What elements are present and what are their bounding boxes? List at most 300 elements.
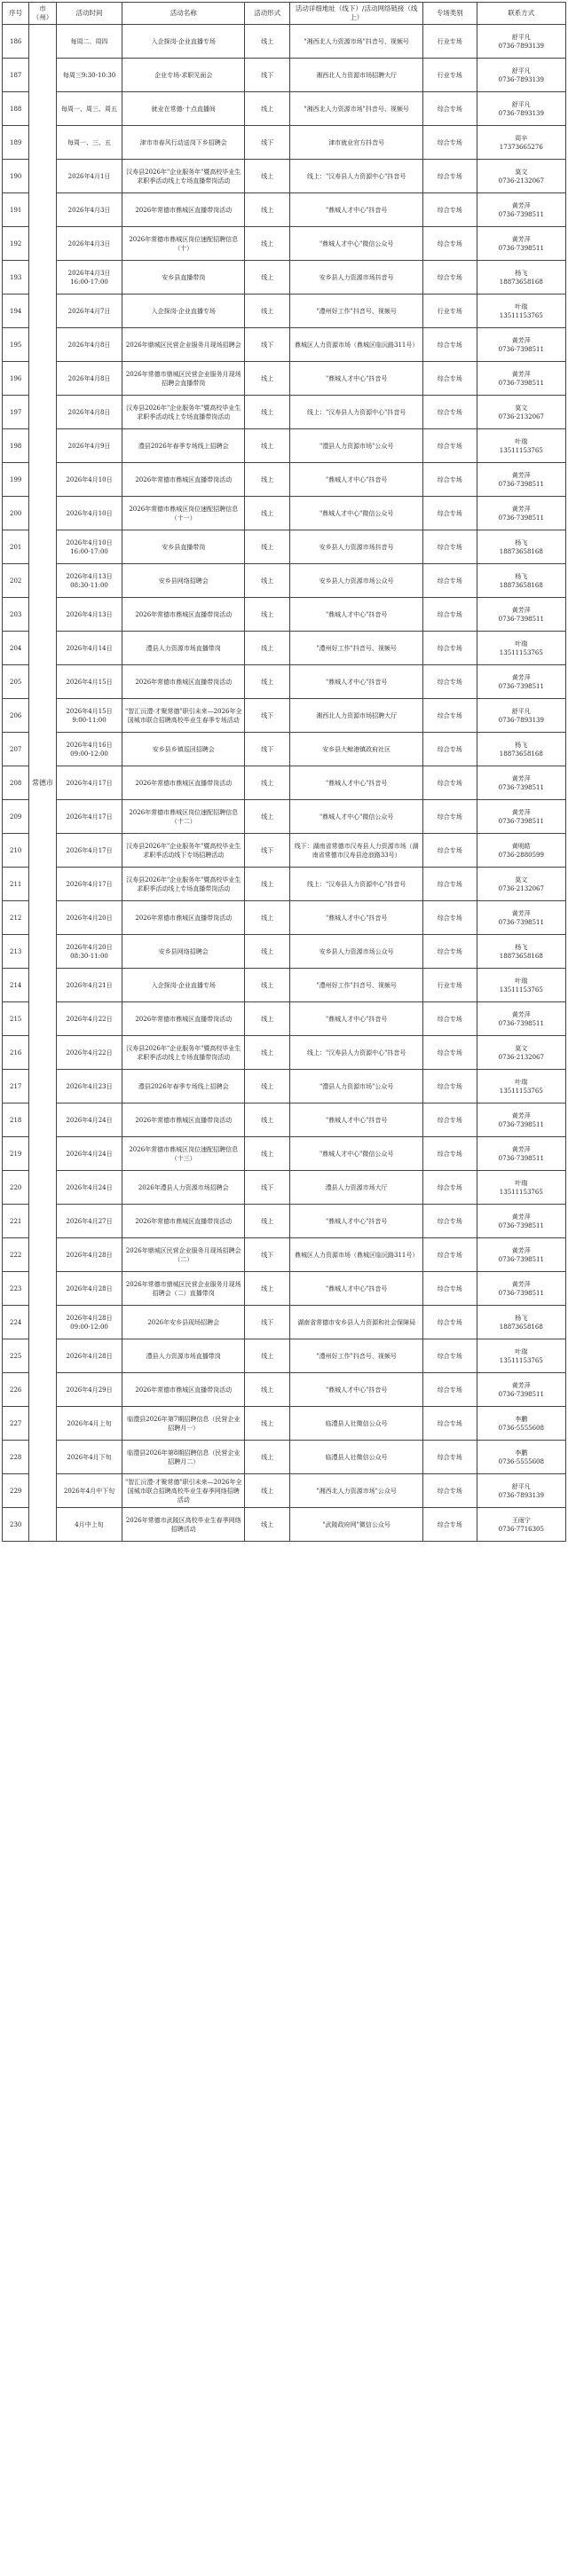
place-cell: 线下：湖南省常德市汉寿县人力资源市场（湖南省常德市汉寿县沧浪路33号） bbox=[290, 834, 422, 868]
seq-cell: 217 bbox=[3, 1070, 29, 1103]
table-row bbox=[3, 328, 566, 362]
seq-cell: 189 bbox=[3, 126, 29, 160]
date-cell: 2026年4月17日 bbox=[56, 868, 122, 901]
name-cell: 入企探岗·企业直播专场 bbox=[122, 295, 245, 328]
table-row bbox=[3, 1508, 566, 1542]
date-cell: 每周一、三、五 bbox=[56, 126, 122, 160]
date-cell: 2026年4月10日 bbox=[56, 463, 122, 497]
form-cell: 线上 bbox=[245, 396, 290, 429]
name-cell: 汉寿县2026年"企业服务年"暨高校毕业生求职季活动线上专场直播带岗活动 bbox=[122, 1036, 245, 1070]
table-row bbox=[3, 800, 566, 834]
form-cell: 线上 bbox=[245, 530, 290, 564]
place-cell: "鼎城人才中心"微信公众号 bbox=[290, 227, 422, 261]
type-cell: 综合专场 bbox=[422, 1407, 477, 1441]
form-cell: 线上 bbox=[245, 1508, 290, 1542]
form-cell: 线上 bbox=[245, 160, 290, 193]
table-row bbox=[3, 935, 566, 969]
date-cell: 2026年4月中下旬 bbox=[56, 1474, 122, 1508]
date-cell: 2026年4月21日 bbox=[56, 969, 122, 1002]
date-cell: 2026年4月3日 bbox=[56, 193, 122, 227]
form-cell: 线上 bbox=[245, 295, 290, 328]
table-row bbox=[3, 1474, 566, 1508]
form-cell: 线上 bbox=[245, 969, 290, 1002]
type-cell: 综合专场 bbox=[422, 1103, 477, 1137]
schedule-table-container bbox=[2, 2, 566, 1542]
place-cell: "鼎城人才中心"抖音号 bbox=[290, 1002, 422, 1036]
header-place: 活动详细地址（线下）/活动网络链接（线上） bbox=[290, 3, 422, 25]
seq-cell: 196 bbox=[3, 362, 29, 396]
contact-cell: 黄芳萍 0736-7398511 bbox=[477, 1205, 565, 1238]
name-cell: 2026年常德市武陵区高校毕业生春季网络招聘活动 bbox=[122, 1508, 245, 1542]
place-cell: "湘西北人力资源市场"抖音号、视频号 bbox=[290, 92, 422, 126]
name-cell: 安乡县网络招聘会 bbox=[122, 935, 245, 969]
place-cell: 线上："汉寿县人力资源中心"抖音号 bbox=[290, 1036, 422, 1070]
form-cell: 线下 bbox=[245, 1171, 290, 1205]
place-cell: 澧县人力资源市场大厅 bbox=[290, 1171, 422, 1205]
form-cell: 线上 bbox=[245, 429, 290, 463]
date-cell: 每周一、周三、周五 bbox=[56, 92, 122, 126]
name-cell: 就业在常德·十点直播间 bbox=[122, 92, 245, 126]
type-cell: 行业专场 bbox=[422, 969, 477, 1002]
form-cell: 线上 bbox=[245, 1137, 290, 1171]
place-cell: "鼎城人才中心"抖音号 bbox=[290, 598, 422, 632]
place-cell: "澧县人力资源市场"公众号 bbox=[290, 1070, 422, 1103]
name-cell: "智汇沅澧·才聚常德"职引未来—2026年全国城市联合招聘高校毕业生春季专场活动 bbox=[122, 699, 245, 733]
contact-cell: 莫文 0736-2132067 bbox=[477, 396, 565, 429]
seq-cell: 200 bbox=[3, 497, 29, 530]
place-cell: 安乡县人力资源市场抖音号 bbox=[290, 261, 422, 295]
date-cell: 2026年4月15日 9:00-11:00 bbox=[56, 699, 122, 733]
contact-cell: 叶瑞 13511153765 bbox=[477, 429, 565, 463]
place-cell: "鼎城人才中心"抖音号 bbox=[290, 665, 422, 699]
place-cell: "澧州好工作"抖音号、视频号 bbox=[290, 1339, 422, 1373]
table-row bbox=[3, 362, 566, 396]
seq-cell: 197 bbox=[3, 396, 29, 429]
seq-cell: 202 bbox=[3, 564, 29, 598]
date-cell: 2026年4月24日 bbox=[56, 1171, 122, 1205]
name-cell: 临澧县2026年第7期招聘信息（民营企业招聘月一） bbox=[122, 1407, 245, 1441]
form-cell: 线上 bbox=[245, 92, 290, 126]
seq-cell: 192 bbox=[3, 227, 29, 261]
form-cell: 线上 bbox=[245, 1002, 290, 1036]
form-cell: 线上 bbox=[245, 901, 290, 935]
name-cell: 2026年常德市鼎城区岗位速配招聘信息（十一） bbox=[122, 497, 245, 530]
seq-cell: 205 bbox=[3, 665, 29, 699]
type-cell: 综合专场 bbox=[422, 598, 477, 632]
header-type: 专场类别 bbox=[422, 3, 477, 25]
name-cell: 2026年常德市鼎城区民营企业服务月现场招聘会（二）直播带岗 bbox=[122, 1272, 245, 1306]
date-cell: 2026年4月28日 bbox=[56, 1272, 122, 1306]
place-cell: 线上："汉寿县人力资源中心"抖音号 bbox=[290, 396, 422, 429]
type-cell: 综合专场 bbox=[422, 1373, 477, 1407]
contact-cell: 黄芳萍 0736-7398511 bbox=[477, 1103, 565, 1137]
contact-cell: 黄芳萍 0736-7398511 bbox=[477, 227, 565, 261]
name-cell: 临澧县2026年第8期招聘信息（民营企业招聘月二） bbox=[122, 1441, 245, 1474]
contact-cell: 黄芳萍 0736-7398511 bbox=[477, 800, 565, 834]
seq-cell: 188 bbox=[3, 92, 29, 126]
table-row bbox=[3, 261, 566, 295]
seq-cell: 211 bbox=[3, 868, 29, 901]
form-cell: 线下 bbox=[245, 1238, 290, 1272]
seq-cell: 225 bbox=[3, 1339, 29, 1373]
contact-cell: 李鹏 0736-5555608 bbox=[477, 1441, 565, 1474]
date-cell: 2026年4月14日 bbox=[56, 632, 122, 665]
seq-cell: 187 bbox=[3, 59, 29, 92]
name-cell: 澧县人力资源市场直播带岗 bbox=[122, 1339, 245, 1373]
table-row bbox=[3, 1306, 566, 1339]
name-cell: 2026年常德市鼎城区直播带岗活动 bbox=[122, 463, 245, 497]
type-cell: 综合专场 bbox=[422, 1272, 477, 1306]
type-cell: 综合专场 bbox=[422, 497, 477, 530]
date-cell: 2026年4月24日 bbox=[56, 1103, 122, 1137]
table-row bbox=[3, 227, 566, 261]
name-cell: "智汇沅澧·才聚常德"职引未来—2026年全国城市联合招聘高校毕业生春季网络招聘活动 bbox=[122, 1474, 245, 1508]
contact-cell: 黄芳萍 0736-7398511 bbox=[477, 1137, 565, 1171]
type-cell: 综合专场 bbox=[422, 800, 477, 834]
place-cell: "鼎城人才中心"微信公众号 bbox=[290, 1137, 422, 1171]
place-cell: "鼎城人才中心"微信公众号 bbox=[290, 800, 422, 834]
contact-cell: 黄芳萍 0736-7398511 bbox=[477, 193, 565, 227]
date-cell: 2026年4月10日 16:00-17:00 bbox=[56, 530, 122, 564]
form-cell: 线下 bbox=[245, 59, 290, 92]
place-cell: 鼎城区人力资源市场（鼎城区临沅路311号） bbox=[290, 328, 422, 362]
place-cell: 湘西北人力资源市场招聘大厅 bbox=[290, 59, 422, 92]
seq-cell: 221 bbox=[3, 1205, 29, 1238]
header-row bbox=[3, 3, 566, 25]
date-cell: 2026年4月3日 16:00-17:00 bbox=[56, 261, 122, 295]
table-row bbox=[3, 766, 566, 800]
contact-cell: 黄芳萍 0736-7398511 bbox=[477, 901, 565, 935]
date-cell: 2026年4月23日 bbox=[56, 1070, 122, 1103]
form-cell: 线下 bbox=[245, 1306, 290, 1339]
table-row bbox=[3, 733, 566, 766]
type-cell: 行业专场 bbox=[422, 25, 477, 59]
table-row bbox=[3, 1002, 566, 1036]
form-cell: 线上 bbox=[245, 1339, 290, 1373]
contact-cell: 黄芳萍 0736-7398511 bbox=[477, 1238, 565, 1272]
table-row bbox=[3, 564, 566, 598]
header-name: 活动名称 bbox=[122, 3, 245, 25]
type-cell: 综合专场 bbox=[422, 92, 477, 126]
seq-cell: 199 bbox=[3, 463, 29, 497]
date-cell: 2026年4月10日 bbox=[56, 497, 122, 530]
seq-cell: 222 bbox=[3, 1238, 29, 1272]
seq-cell: 214 bbox=[3, 969, 29, 1002]
place-cell: "澧州好工作"抖音号、视频号 bbox=[290, 632, 422, 665]
table-row bbox=[3, 126, 566, 160]
contact-cell: 黄芳萍 0736-7398511 bbox=[477, 665, 565, 699]
contact-cell: 舒平凡 0736-7893139 bbox=[477, 92, 565, 126]
contact-cell: 杨飞 18873658168 bbox=[477, 733, 565, 766]
name-cell: 2026年安乡县现场招聘会 bbox=[122, 1306, 245, 1339]
form-cell: 线上 bbox=[245, 497, 290, 530]
contact-cell: 杨飞 18873658168 bbox=[477, 564, 565, 598]
type-cell: 行业专场 bbox=[422, 295, 477, 328]
type-cell: 综合专场 bbox=[422, 1441, 477, 1474]
contact-cell: 黄芳萍 0736-7398511 bbox=[477, 497, 565, 530]
form-cell: 线下 bbox=[245, 834, 290, 868]
seq-cell: 228 bbox=[3, 1441, 29, 1474]
name-cell: 津市市春风行动送岗下乡招聘会 bbox=[122, 126, 245, 160]
contact-cell: 黄芳萍 0736-7398511 bbox=[477, 1373, 565, 1407]
table-row bbox=[3, 193, 566, 227]
seq-cell: 218 bbox=[3, 1103, 29, 1137]
form-cell: 线上 bbox=[245, 1103, 290, 1137]
table-row bbox=[3, 1339, 566, 1373]
name-cell: 汉寿县2026年"企业服务年"暨高校毕业生求职季活动线上专场直播带岗活动 bbox=[122, 868, 245, 901]
place-cell: "澧县人力资源市场"公众号 bbox=[290, 429, 422, 463]
seq-cell: 207 bbox=[3, 733, 29, 766]
date-cell: 2026年4月28日 09:00-12:00 bbox=[56, 1306, 122, 1339]
header-seq: 序号 bbox=[3, 3, 29, 25]
date-cell: 2026年4月7日 bbox=[56, 295, 122, 328]
table-row bbox=[3, 1036, 566, 1070]
form-cell: 线下 bbox=[245, 733, 290, 766]
place-cell: 湖南省常德市安乡县人力资源和社会保障局 bbox=[290, 1306, 422, 1339]
seq-cell: 220 bbox=[3, 1171, 29, 1205]
name-cell: 2026年常德市鼎城区岗位速配招聘信息（十三） bbox=[122, 1137, 245, 1171]
type-cell: 综合专场 bbox=[422, 935, 477, 969]
contact-cell: 李鹏 0736-5555608 bbox=[477, 1407, 565, 1441]
form-cell: 线上 bbox=[245, 25, 290, 59]
name-cell: 安乡县直播带岗 bbox=[122, 530, 245, 564]
place-cell: 安乡县人力资源市场公众号 bbox=[290, 935, 422, 969]
type-cell: 综合专场 bbox=[422, 1036, 477, 1070]
type-cell: 综合专场 bbox=[422, 396, 477, 429]
date-cell: 2026年4月17日 bbox=[56, 766, 122, 800]
form-cell: 线上 bbox=[245, 868, 290, 901]
seq-cell: 203 bbox=[3, 598, 29, 632]
contact-cell: 叶瑞 13511153765 bbox=[477, 295, 565, 328]
type-cell: 综合专场 bbox=[422, 126, 477, 160]
seq-cell: 210 bbox=[3, 834, 29, 868]
type-cell: 综合专场 bbox=[422, 160, 477, 193]
place-cell: 安乡县人力资源市场抖音号 bbox=[290, 530, 422, 564]
name-cell: 澧县2026年春季专场线上招聘会 bbox=[122, 1070, 245, 1103]
contact-cell: 莫文 0736-2132067 bbox=[477, 868, 565, 901]
header-form: 活动形式 bbox=[245, 3, 290, 25]
date-cell: 2026年4月8日 bbox=[56, 328, 122, 362]
table-row bbox=[3, 1205, 566, 1238]
type-cell: 综合专场 bbox=[422, 733, 477, 766]
form-cell: 线上 bbox=[245, 935, 290, 969]
name-cell: 入企探岗·企业直播专场 bbox=[122, 969, 245, 1002]
contact-cell: 舒平凡 0736-7893139 bbox=[477, 59, 565, 92]
place-cell: 安乡县人力资源市场公众号 bbox=[290, 564, 422, 598]
table-row bbox=[3, 463, 566, 497]
form-cell: 线上 bbox=[245, 1474, 290, 1508]
name-cell: 2026年常德市鼎城区岗位速配招聘信息（十） bbox=[122, 227, 245, 261]
seq-cell: 190 bbox=[3, 160, 29, 193]
seq-cell: 206 bbox=[3, 699, 29, 733]
date-cell: 2026年4月1日 bbox=[56, 160, 122, 193]
form-cell: 线上 bbox=[245, 261, 290, 295]
form-cell: 线上 bbox=[245, 1036, 290, 1070]
type-cell: 综合专场 bbox=[422, 227, 477, 261]
form-cell: 线上 bbox=[245, 1070, 290, 1103]
type-cell: 综合专场 bbox=[422, 1171, 477, 1205]
name-cell: 企业专场·求职见面会 bbox=[122, 59, 245, 92]
type-cell: 综合专场 bbox=[422, 834, 477, 868]
date-cell: 2026年4月20日 08:30-11:00 bbox=[56, 935, 122, 969]
name-cell: 2026年常德市鼎城区直播带岗活动 bbox=[122, 665, 245, 699]
date-cell: 2026年4月16日 09:00-12:00 bbox=[56, 733, 122, 766]
form-cell: 线上 bbox=[245, 564, 290, 598]
date-cell: 2026年4月22日 bbox=[56, 1002, 122, 1036]
form-cell: 线下 bbox=[245, 328, 290, 362]
header-contact: 联系方式 bbox=[477, 3, 565, 25]
contact-cell: 叶瑞 13511153765 bbox=[477, 969, 565, 1002]
form-cell: 线上 bbox=[245, 766, 290, 800]
name-cell: 2026年常德市鼎城区民营企业服务月现场招聘会直播带岗 bbox=[122, 362, 245, 396]
seq-cell: 227 bbox=[3, 1407, 29, 1441]
name-cell: 入企探岗·企业直播专场 bbox=[122, 25, 245, 59]
type-cell: 综合专场 bbox=[422, 1238, 477, 1272]
name-cell: 2026年常德市鼎城区直播带岗活动 bbox=[122, 1205, 245, 1238]
place-cell: 线上："汉寿县人力资源中心"抖音号 bbox=[290, 868, 422, 901]
name-cell: 2026年常德市鼎城区直播带岗活动 bbox=[122, 1373, 245, 1407]
contact-cell: 叶瑞 13511153765 bbox=[477, 1070, 565, 1103]
type-cell: 综合专场 bbox=[422, 1339, 477, 1373]
header-city: 市（州） bbox=[29, 3, 56, 25]
type-cell: 综合专场 bbox=[422, 665, 477, 699]
form-cell: 线上 bbox=[245, 1441, 290, 1474]
name-cell: 2026年鼎城区民营企业服务月现场招聘会 bbox=[122, 328, 245, 362]
place-cell: "鼎城人才中心"抖音号 bbox=[290, 766, 422, 800]
place-cell: 湘西北人力资源市场招聘大厅 bbox=[290, 699, 422, 733]
form-cell: 线上 bbox=[245, 665, 290, 699]
place-cell: 安乡县大鲸港镇政府社区 bbox=[290, 733, 422, 766]
table-row bbox=[3, 295, 566, 328]
type-cell: 综合专场 bbox=[422, 1474, 477, 1508]
form-cell: 线上 bbox=[245, 193, 290, 227]
place-cell: "鼎城人才中心"抖音号 bbox=[290, 1205, 422, 1238]
type-cell: 综合专场 bbox=[422, 193, 477, 227]
contact-cell: 周辛 17373665276 bbox=[477, 126, 565, 160]
date-cell: 2026年4月下旬 bbox=[56, 1441, 122, 1474]
contact-cell: 杨飞 18873658168 bbox=[477, 261, 565, 295]
type-cell: 综合专场 bbox=[422, 463, 477, 497]
contact-cell: 黄芳萍 0736-7398511 bbox=[477, 1272, 565, 1306]
seq-cell: 209 bbox=[3, 800, 29, 834]
place-cell: "鼎城人才中心"抖音号 bbox=[290, 1103, 422, 1137]
name-cell: 2026年常德市鼎城区直播带岗活动 bbox=[122, 193, 245, 227]
contact-cell: 舒平凡 0736-7893139 bbox=[477, 25, 565, 59]
type-cell: 综合专场 bbox=[422, 1137, 477, 1171]
type-cell: 综合专场 bbox=[422, 1070, 477, 1103]
place-cell: "湘西北人力资源市场"公众号 bbox=[290, 1474, 422, 1508]
place-cell: "鼎城人才中心"抖音号 bbox=[290, 463, 422, 497]
place-cell: "鼎城人才中心"微信公众号 bbox=[290, 497, 422, 530]
name-cell: 2026年常德市鼎城区直播带岗活动 bbox=[122, 901, 245, 935]
name-cell: 安乡县网络招聘会 bbox=[122, 564, 245, 598]
table-row bbox=[3, 665, 566, 699]
type-cell: 综合专场 bbox=[422, 530, 477, 564]
place-cell: "澧州好工作"抖音号、视频号 bbox=[290, 969, 422, 1002]
seq-cell: 223 bbox=[3, 1272, 29, 1306]
contact-cell: 黄芳萍 0736-7398511 bbox=[477, 766, 565, 800]
contact-cell: 舒平凡 0736-7893139 bbox=[477, 1474, 565, 1508]
table-row bbox=[3, 969, 566, 1002]
date-cell: 2026年4月17日 bbox=[56, 834, 122, 868]
contact-cell: 叶瑞 13511153765 bbox=[477, 1339, 565, 1373]
contact-cell: 杨飞 18873658168 bbox=[477, 1306, 565, 1339]
seq-cell: 226 bbox=[3, 1373, 29, 1407]
date-cell: 2026年4月28日 bbox=[56, 1238, 122, 1272]
contact-cell: 杨飞 18873658168 bbox=[477, 935, 565, 969]
name-cell: 汉寿县2026年"企业服务年"暨高校毕业生求职季活动线下专场招聘活动 bbox=[122, 834, 245, 868]
table-row bbox=[3, 1137, 566, 1171]
type-cell: 综合专场 bbox=[422, 632, 477, 665]
seq-cell: 208 bbox=[3, 766, 29, 800]
table-row bbox=[3, 429, 566, 463]
form-cell: 线上 bbox=[245, 1272, 290, 1306]
name-cell: 2026年常德市鼎城区直播带岗活动 bbox=[122, 1103, 245, 1137]
table-row bbox=[3, 699, 566, 733]
place-cell: "鼎城人才中心"抖音号 bbox=[290, 362, 422, 396]
name-cell: 2026年常德市鼎城区直播带岗活动 bbox=[122, 598, 245, 632]
table-row bbox=[3, 92, 566, 126]
seq-cell: 229 bbox=[3, 1474, 29, 1508]
date-cell: 每周二、周四 bbox=[56, 25, 122, 59]
form-cell: 线上 bbox=[245, 598, 290, 632]
contact-cell: 黄芳萍 0736-7398511 bbox=[477, 598, 565, 632]
seq-cell: 204 bbox=[3, 632, 29, 665]
seq-cell: 230 bbox=[3, 1508, 29, 1542]
place-cell: 津市就业官方抖音号 bbox=[290, 126, 422, 160]
type-cell: 综合专场 bbox=[422, 1508, 477, 1542]
table-row bbox=[3, 834, 566, 868]
form-cell: 线上 bbox=[245, 632, 290, 665]
seq-cell: 191 bbox=[3, 193, 29, 227]
name-cell: 2026年鼎城区民营企业服务月现场招聘会（二） bbox=[122, 1238, 245, 1272]
contact-cell: 黄芳萍 0736-7398511 bbox=[477, 362, 565, 396]
type-cell: 综合专场 bbox=[422, 328, 477, 362]
name-cell: 澧县2026年春季专场线上招聘会 bbox=[122, 429, 245, 463]
place-cell: "鼎城人才中心"抖音号 bbox=[290, 901, 422, 935]
table-row bbox=[3, 497, 566, 530]
name-cell: 2026年常德市鼎城区直播带岗活动 bbox=[122, 766, 245, 800]
contact-cell: 舒平凡 0736-7893139 bbox=[477, 699, 565, 733]
form-cell: 线上 bbox=[245, 227, 290, 261]
seq-cell: 213 bbox=[3, 935, 29, 969]
place-cell: 鼎城区人力资源市场（鼎城区临沅路311号） bbox=[290, 1238, 422, 1272]
type-cell: 综合专场 bbox=[422, 766, 477, 800]
seq-cell: 224 bbox=[3, 1306, 29, 1339]
date-cell: 2026年4月29日 bbox=[56, 1373, 122, 1407]
date-cell: 2026年4月28日 bbox=[56, 1339, 122, 1373]
seq-cell: 194 bbox=[3, 295, 29, 328]
type-cell: 综合专场 bbox=[422, 901, 477, 935]
contact-cell: 叶瑞 13511153765 bbox=[477, 632, 565, 665]
name-cell: 安乡县直播带岗 bbox=[122, 261, 245, 295]
contact-cell: 叶瑞 13511153765 bbox=[477, 1171, 565, 1205]
date-cell: 2026年4月27日 bbox=[56, 1205, 122, 1238]
date-cell: 2026年4月15日 bbox=[56, 665, 122, 699]
table-row bbox=[3, 1238, 566, 1272]
contact-cell: 黄明皓 0736-2880599 bbox=[477, 834, 565, 868]
seq-cell: 201 bbox=[3, 530, 29, 564]
type-cell: 综合专场 bbox=[422, 1002, 477, 1036]
seq-cell: 186 bbox=[3, 25, 29, 59]
seq-cell: 195 bbox=[3, 328, 29, 362]
date-cell: 2026年4月上旬 bbox=[56, 1407, 122, 1441]
table-row bbox=[3, 868, 566, 901]
contact-cell: 黄芳萍 0736-7398511 bbox=[477, 1002, 565, 1036]
name-cell: 2026年常德市鼎城区直播带岗活动 bbox=[122, 1002, 245, 1036]
place-cell: "鼎城人才中心"抖音号 bbox=[290, 1373, 422, 1407]
name-cell: 2026年澧县人力资源市场招聘会 bbox=[122, 1171, 245, 1205]
